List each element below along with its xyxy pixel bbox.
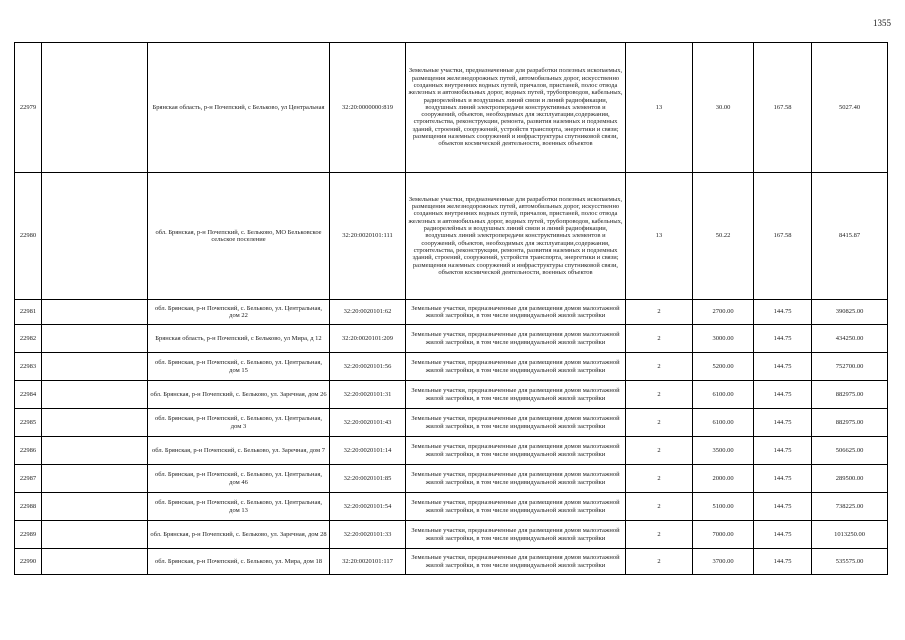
group-number-cell: 2 (626, 409, 693, 437)
area-cell: 7000.00 (693, 521, 754, 549)
cadastral-value-cell: 535575.00 (812, 549, 888, 575)
land-use-cell: Земельные участки, предназначенные для размещения домов малоэтажной жилой застройки, в том числе индивидуальной жилой застройки (406, 493, 626, 521)
cadastral-number-cell: 32:20:0020101:85 (330, 465, 406, 493)
record-id-cell: 22985 (15, 409, 42, 437)
cadastral-number-cell: 32:20:0020101:31 (330, 381, 406, 409)
area-cell: 3500.00 (693, 437, 754, 465)
table-row (15, 493, 888, 521)
cadastral-value-cell: 882975.00 (812, 409, 888, 437)
rate-cell: 144.75 (754, 493, 812, 521)
spacer-cell (42, 325, 148, 353)
land-use-cell: Земельные участки, предназначенные для разработки полезных ископаемых, размещения железнодорожных путей, автомобильных дорог, искусственно созданных внутренних водных путей, причалов, пристаней, полос отвода железных и автомобильных дорог, водных путей, трубопроводов, кабельных, радиорелейных и воздушных линий связи и линий радиофикации, воздушных линий электропередачи конструктивных элементов и сооружений, объектов, необходимых для эксплуатации,содержания, строительства, реконструкции, ремонта, развития наземных и подземных зданий, строений, сооружений, устройств транспорта, энергетики и связи; размещения наземных сооружений и инфраструктуры спутниковой связи, объектов космической деятельности, военных объектов (406, 43, 626, 173)
spacer-cell (42, 173, 148, 300)
cadastral-number-cell: 32:20:0020101:209 (330, 325, 406, 353)
record-id-cell: 22986 (15, 437, 42, 465)
address-cell: обл. Брянская, р-н Почепский, с. Бельково, ул. Заречная, дом 7 (148, 437, 330, 465)
area-cell: 50.22 (693, 173, 754, 300)
rate-cell: 144.75 (754, 353, 812, 381)
land-use-cell: Земельные участки, предназначенные для размещения домов малоэтажной жилой застройки, в том числе индивидуальной жилой застройки (406, 465, 626, 493)
group-number-cell: 2 (626, 465, 693, 493)
group-number-cell: 13 (626, 43, 693, 173)
land-use-cell: Земельные участки, предназначенные для размещения домов малоэтажной жилой застройки, в том числе индивидуальной жилой застройки (406, 409, 626, 437)
cadastral-number-cell: 32:20:0020101:14 (330, 437, 406, 465)
group-number-cell: 2 (626, 521, 693, 549)
spacer-cell (42, 409, 148, 437)
spacer-cell (42, 353, 148, 381)
record-id-cell: 22989 (15, 521, 42, 549)
address-cell: обл. Брянская, р-н Почепский, с. Бельково, ул. Центральная, дом 15 (148, 353, 330, 381)
table-row (15, 173, 888, 300)
cadastral-value-cell: 434250.00 (812, 325, 888, 353)
address-cell: обл. Брянская, р-н Почепский, с. Бельково, ул. Заречная, дом 28 (148, 521, 330, 549)
cadastral-value-cell: 1013250.00 (812, 521, 888, 549)
spacer-cell (42, 493, 148, 521)
record-id-cell: 22981 (15, 300, 42, 325)
land-use-cell: Земельные участки, предназначенные для размещения домов малоэтажной жилой застройки, в том числе индивидуальной жилой застройки (406, 353, 626, 381)
address-cell: обл. Брянская, р-н Почепский, с. Бельково, ул. Центральная, дом 46 (148, 465, 330, 493)
land-use-cell: Земельные участки, предназначенные для размещения домов малоэтажной жилой застройки, в том числе индивидуальной жилой застройки (406, 437, 626, 465)
spacer-cell (42, 43, 148, 173)
spacer-cell (42, 521, 148, 549)
spacer-cell (42, 381, 148, 409)
cadastral-value-cell: 882975.00 (812, 381, 888, 409)
table-row (15, 381, 888, 409)
record-id-cell: 22984 (15, 381, 42, 409)
rate-cell: 144.75 (754, 325, 812, 353)
cadastral-value-cell: 738225.00 (812, 493, 888, 521)
group-number-cell: 2 (626, 437, 693, 465)
address-cell: обл. Брянская, р-н Почепский, с. Бельково, ул. Заречная, дом 26 (148, 381, 330, 409)
address-cell: обл. Брянская, р-н Почепский, с. Бельково, МО Бельковское сельское поселение (148, 173, 330, 300)
cadastral-number-cell: 32:20:0020101:33 (330, 521, 406, 549)
table-row (15, 43, 888, 173)
area-cell: 2700.00 (693, 300, 754, 325)
land-use-cell: Земельные участки, предназначенные для размещения домов малоэтажной жилой застройки, в том числе индивидуальной жилой застройки (406, 325, 626, 353)
address-cell: обл. Брянская, р-н Почепский, с. Бельково, ул. Центральная, дом 13 (148, 493, 330, 521)
cadastral-value-cell: 289500.00 (812, 465, 888, 493)
area-cell: 5200.00 (693, 353, 754, 381)
table-row (15, 465, 888, 493)
record-id-cell: 22982 (15, 325, 42, 353)
page-number: 1355 (873, 18, 891, 28)
land-use-cell: Земельные участки, предназначенные для размещения домов малоэтажной жилой застройки, в том числе индивидуальной жилой застройки (406, 381, 626, 409)
group-number-cell: 2 (626, 381, 693, 409)
area-cell: 2000.00 (693, 465, 754, 493)
cadastral-value-cell: 390825.00 (812, 300, 888, 325)
group-number-cell: 2 (626, 493, 693, 521)
table-row (15, 353, 888, 381)
cadastral-number-cell: 32:20:0000000:819 (330, 43, 406, 173)
record-id-cell: 22987 (15, 465, 42, 493)
table-row (15, 437, 888, 465)
address-cell: обл. Брянская, р-н Почепский, с. Бельково, ул. Мира, дом 18 (148, 549, 330, 575)
group-number-cell: 13 (626, 173, 693, 300)
spacer-cell (42, 549, 148, 575)
area-cell: 3000.00 (693, 325, 754, 353)
group-number-cell: 2 (626, 549, 693, 575)
table-row (15, 325, 888, 353)
record-id-cell: 22983 (15, 353, 42, 381)
table-row (15, 549, 888, 575)
cadastral-value-cell: 5027.40 (812, 43, 888, 173)
land-use-cell: Земельные участки, предназначенные для размещения домов малоэтажной жилой застройки, в том числе индивидуальной жилой застройки (406, 300, 626, 325)
rate-cell: 144.75 (754, 549, 812, 575)
cadastral-number-cell: 32:20:0020101:43 (330, 409, 406, 437)
cadastral-value-cell: 506625.00 (812, 437, 888, 465)
area-cell: 5100.00 (693, 493, 754, 521)
spacer-cell (42, 437, 148, 465)
cadastral-number-cell: 32:20:0020101:117 (330, 549, 406, 575)
record-id-cell: 22979 (15, 43, 42, 173)
rate-cell: 167.58 (754, 173, 812, 300)
cadastral-number-cell: 32:20:0020101:62 (330, 300, 406, 325)
rate-cell: 144.75 (754, 465, 812, 493)
area-cell: 30.00 (693, 43, 754, 173)
cadastral-number-cell: 32:20:0020101:54 (330, 493, 406, 521)
land-use-cell: Земельные участки, предназначенные для размещения домов малоэтажной жилой застройки, в том числе индивидуальной жилой застройки (406, 521, 626, 549)
record-id-cell: 22990 (15, 549, 42, 575)
land-use-cell: Земельные участки, предназначенные для разработки полезных ископаемых, размещения железнодорожных путей, автомобильных дорог, искусственно созданных внутренних водных путей, причалов, пристаней, полос отвода железных и автомобильных дорог, водных путей, трубопроводов, кабельных, радиорелейных и воздушных линий связи и линий радиофикации, воздушных линий электропередачи конструктивных элементов и сооружений, объектов, необходимых для эксплуатации,содержания, строительства, реконструкции, ремонта, развития наземных и подземных зданий, строений, сооружений, устройств транспорта, энергетики и связи; размещения наземных сооружений и инфраструктуры спутниковой связи, объектов космической деятельности, военных объектов (406, 173, 626, 300)
rate-cell: 144.75 (754, 521, 812, 549)
record-id-cell: 22988 (15, 493, 42, 521)
group-number-cell: 2 (626, 325, 693, 353)
cadastral-number-cell: 32:20:0020101:111 (330, 173, 406, 300)
address-cell: Брянская область, р-н Почепский, с Бельково, ул Центральная (148, 43, 330, 173)
rate-cell: 144.75 (754, 381, 812, 409)
address-cell: Брянская область, р-н Почепский, с Бельково, ул Мира, д 12 (148, 325, 330, 353)
record-id-cell: 22980 (15, 173, 42, 300)
area-cell: 6100.00 (693, 381, 754, 409)
address-cell: обл. Брянская, р-н Почепский, с. Бельково, ул. Центральная, дом 3 (148, 409, 330, 437)
cadastral-value-cell: 8415.87 (812, 173, 888, 300)
rate-cell: 144.75 (754, 300, 812, 325)
cadastral-number-cell: 32:20:0020101:56 (330, 353, 406, 381)
rate-cell: 144.75 (754, 409, 812, 437)
table-row (15, 300, 888, 325)
spacer-cell (42, 465, 148, 493)
table-row (15, 521, 888, 549)
rate-cell: 144.75 (754, 437, 812, 465)
area-cell: 6100.00 (693, 409, 754, 437)
spacer-cell (42, 300, 148, 325)
area-cell: 3700.00 (693, 549, 754, 575)
rate-cell: 167.58 (754, 43, 812, 173)
address-cell: обл. Брянская, р-н Почепский, с. Бельково, ул. Центральная, дом 22 (148, 300, 330, 325)
land-registry-table (14, 42, 888, 575)
table-row (15, 409, 888, 437)
land-use-cell: Земельные участки, предназначенные для размещения домов малоэтажной жилой застройки, в том числе индивидуальной жилой застройки (406, 549, 626, 575)
group-number-cell: 2 (626, 300, 693, 325)
group-number-cell: 2 (626, 353, 693, 381)
table-body (15, 43, 888, 575)
cadastral-value-cell: 752700.00 (812, 353, 888, 381)
